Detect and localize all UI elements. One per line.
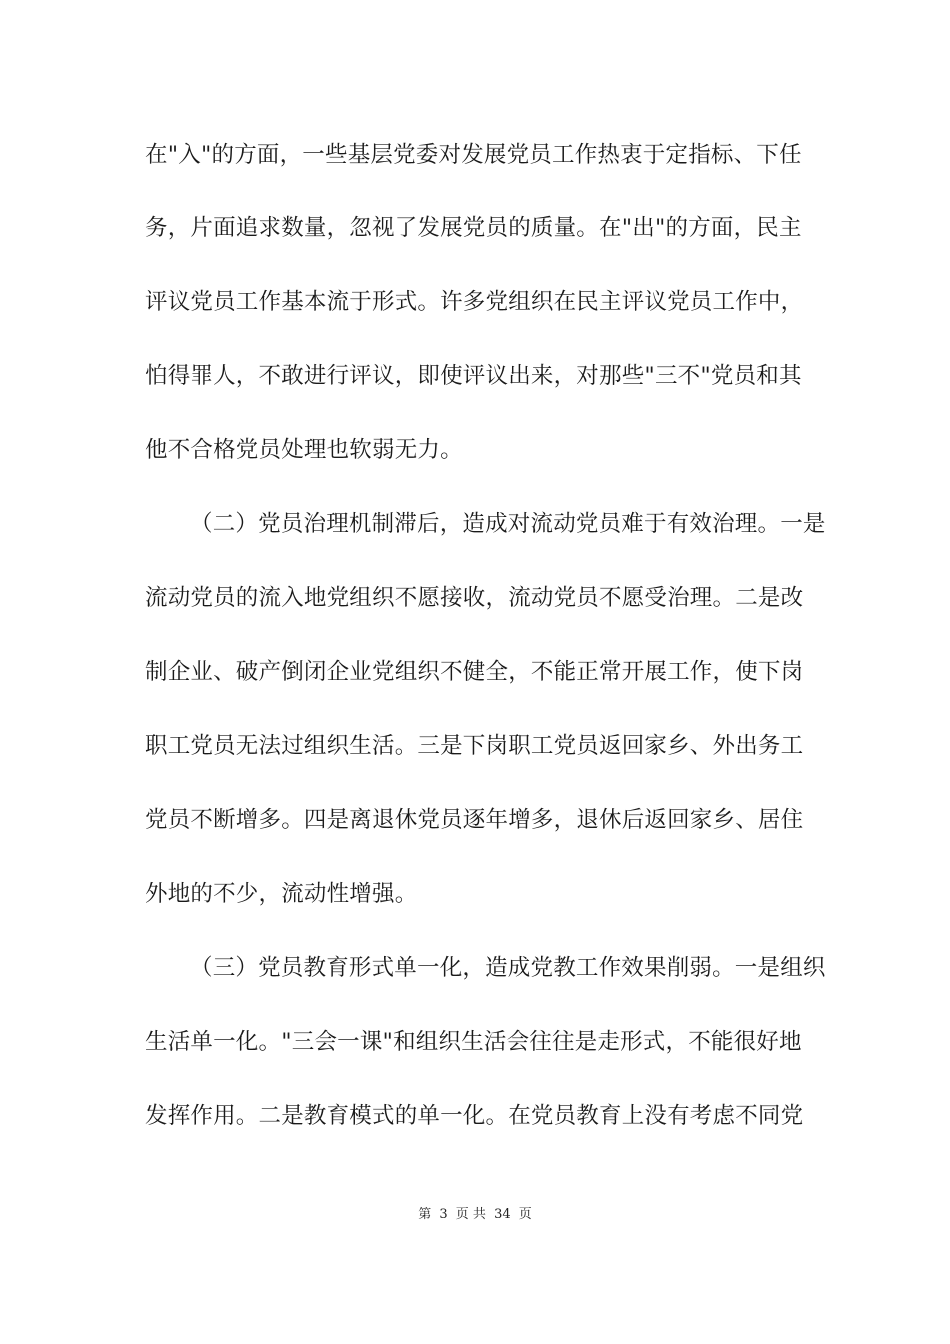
text-line: 外地的不少，流动性增强。 bbox=[145, 881, 418, 907]
footer-suffix: 页 bbox=[518, 1207, 532, 1222]
page-footer bbox=[0, 1206, 950, 1224]
footer-middle: 页 共 bbox=[455, 1207, 486, 1222]
text-line: 务，片面追求数量，忽视了发展党员的质量。在"出"的方面，民主 bbox=[145, 215, 802, 241]
text-line: 制企业、破产倒闭企业党组织不健全，不能正常开展工作，使下岗 bbox=[145, 659, 804, 685]
text-line: 生活单一化。"三会一课"和组织生活会往往是走形式，不能很好地 bbox=[145, 1029, 802, 1055]
paragraph-start-line: （三）党员教育形式单一化，造成党教工作效果削弱。一是组织 bbox=[190, 955, 826, 981]
text-line: 流动党员的流入地党组织不愿接收，流动党员不愿受治理。二是改 bbox=[145, 585, 804, 611]
text-line: 发挥作用。二是教育模式的单一化。在党员教育上没有考虑不同党 bbox=[145, 1103, 804, 1129]
footer-total-pages: 34 bbox=[494, 1207, 511, 1222]
text-line: 在"入"的方面，一些基层党委对发展党员工作热衷于定指标、下任 bbox=[145, 142, 802, 168]
paragraph-start-line: （二）党员治理机制滞后，造成对流动党员难于有效治理。一是 bbox=[190, 511, 826, 537]
footer-prefix: 第 bbox=[418, 1207, 432, 1222]
text-line: 党员不断增多。四是离退休党员逐年增多，退休后返回家乡、居住 bbox=[145, 807, 804, 833]
footer-page-number: 3 bbox=[439, 1207, 448, 1222]
text-line: 他不合格党员处理也软弱无力。 bbox=[145, 437, 463, 463]
text-line: 职工党员无法过组织生活。三是下岗职工党员返回家乡、外出务工 bbox=[145, 733, 804, 759]
text-line: 怕得罪人，不敢进行评议，即使评议出来，对那些"三不"党员和其 bbox=[145, 363, 802, 389]
text-line: 评议党员工作基本流于形式。许多党组织在民主评议党员工作中， bbox=[145, 289, 804, 315]
